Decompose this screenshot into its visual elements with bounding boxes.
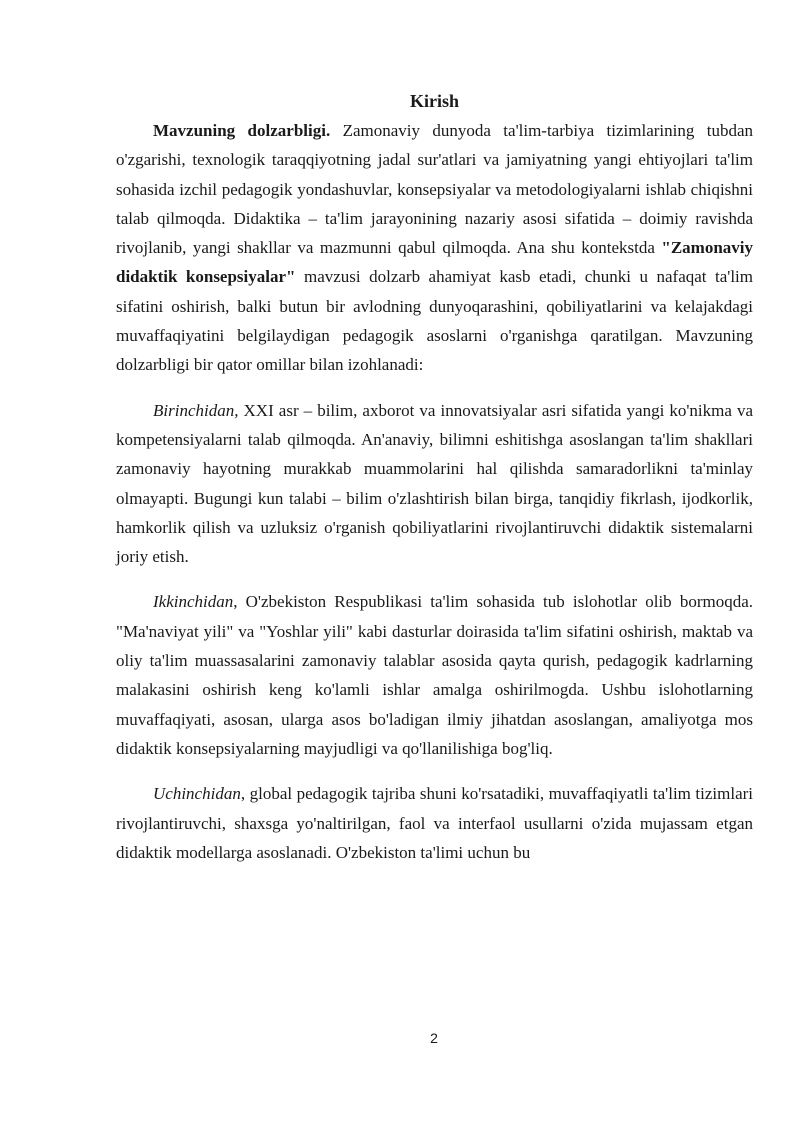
paragraph-lead-bold: Mavzuning dolzarbligi. [153, 121, 331, 140]
paragraph-second [116, 587, 753, 763]
paragraph-text: , global pedagogik tajriba shuni ko'rsatadiki, muvaffaqiyatli ta'lim tizimlari rivojlantiruvchi, shaxsga yo'naltirilgan, faol va interfaol usullarni o'zida mujassam etgan didaktik modellarga asoslanadi. O'zbekiston ta'limi uchun bu [116, 784, 753, 862]
paragraph-text: Zamonaviy dunyoda ta'lim-tarbiya tizimlarining tubdan o'zgarishi, texnologik taraqqiyotning jadal sur'atlari va jamiyatning yangi ehtiyojlari ta'lim sohasida izchil pedagogik yondashuvlar, konsepsiyalar va metodologiyalarni ishlab chiqishni talab qilmoqda. Didaktika – ta'lim jarayonining nazariy asosi sifatida – doimiy ravishda rivojlanib, yangi shakllar va mazmunni qabul qilmoqda. Ana shu kontekstda [116, 121, 753, 258]
paragraph-third [116, 779, 753, 867]
section-heading: Kirish [409, 91, 459, 111]
page-number: 2 [430, 1030, 438, 1046]
paragraph-text: mavzusi dolzarb ahamiyat kasb etadi, chunki u nafaqat ta'lim sifatini oshirish, balki butun bir avlodning dunyoqarashini, qobiliyatlarini va kelajakdagi muvaffaqiyatini belgilaydigan pedagogik asoslarni o'rganishga qaratilgan. Mavzuning dolzarbligi bir qator omillar bilan izohlanadi: [116, 267, 754, 375]
paragraph-relevance [116, 116, 753, 380]
paragraph-lead-italic: Birinchidan, [153, 400, 239, 420]
topic-title-bold: "Zamonaviy didaktik konsepsiyalar" [116, 238, 753, 287]
document-page [116, 88, 753, 883]
paragraph-lead-italic: Uchinchidan [153, 784, 241, 804]
paragraph-lead-italic: Ikkinchidan [153, 592, 234, 612]
paragraph-text: , O'zbekiston Respublikasi ta'lim sohasida tub islohotlar olib bormoqda. "Ma'naviyat yili" va "Yoshlar yili" kabi dasturlar doirasida ta'lim sifatini oshirish, maktab va oliy ta'lim muassasalarini zamonaviy talablar asosida qayta qurish, pedagogik kadrlarning malakasini oshirish keng ko'lamli ishlar amalga oshirilmogda. Ushbu islohotlarning muvaffaqiyati, asosan, ularga asos bo'ladigan ilmiy jihatdan asoslangan, amaliyotga mos didaktik konsepsiyalarning mayjudligi va qo'llanilishiga bog'liq. [116, 592, 753, 758]
paragraph-first [116, 396, 753, 572]
paragraph-text: XXI asr – bilim, axborot va innovatsiyalar asri sifatida yangi ko'nikma va kompetensiyalarni talab qilmoqda. An'anaviy, bilimni eshitishga asoslangan ta'lim shakllari zamonaviy hayotning murakkab muammolarini hal qilishda samaradorlikni ta'minlay olmayapti. Bugungi kun talabi – bilim o'zlashtirish bilan birga, tanqidiy fikrlash, ijodkorlik, hamkorlik qilish va uzluksiz o'rganish qobiliyatlarini rivojlantiruvchi didaktik sistemalarni joriy etish. [116, 400, 753, 567]
